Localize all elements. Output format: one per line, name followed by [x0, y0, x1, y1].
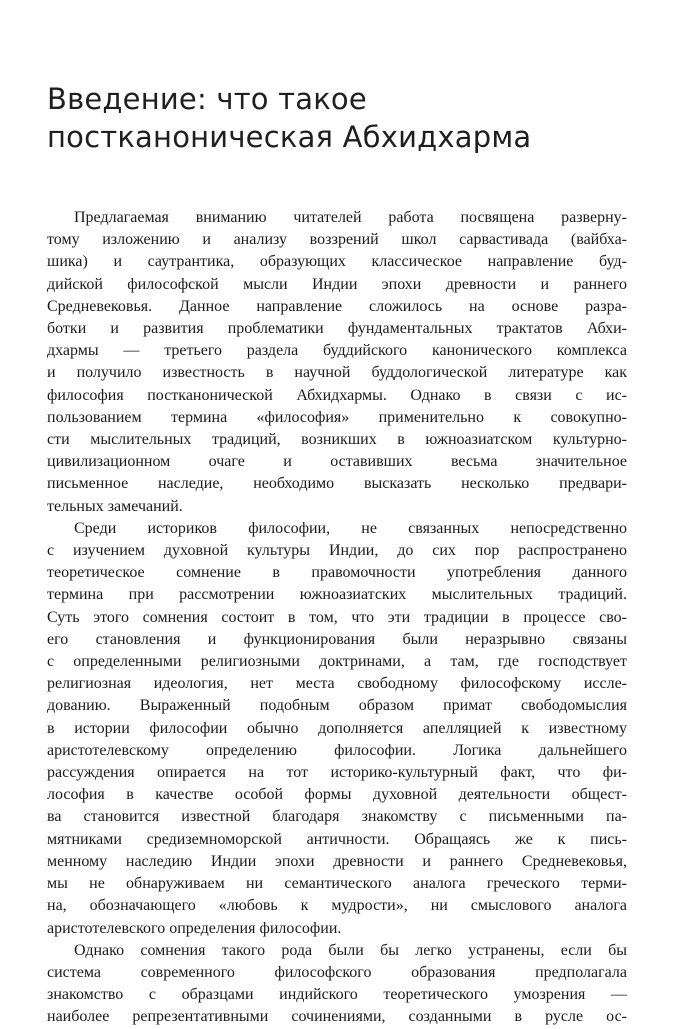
text-line: его становления и функционирования были неразрывно связаны	[47, 630, 627, 648]
text-line: философия постканонической Абхидхармы. Однако в связи с ис-	[47, 386, 627, 404]
text-line: на, обозначающего «любовь к мудрости», ни смыслового аналога	[47, 897, 627, 915]
text-line: Средневековья. Данное направление сложилось на основе разра-	[47, 297, 627, 315]
text-line: Суть этого сомнения состоит в том, что эти традиции в процессе сво-	[47, 608, 627, 626]
text-line: шика) и саутрантика, образующих классическое направление буд-	[47, 253, 627, 271]
text-line: дхармы — третьего раздела буддийского канонического комплекса	[47, 342, 627, 360]
text-line: знакомство с образцами индийского теоретического умозрения —	[47, 986, 627, 1004]
text-line: менному наследию Индии эпохи древности и раннего Средневековья,	[47, 852, 627, 870]
text-line: цивилизационном очаге и оставивших весьма значительное	[47, 453, 627, 471]
body-text	[47, 207, 627, 1029]
text-line: термина при рассмотрении южноазиатских мыслительных традиций.	[47, 586, 627, 604]
text-line: тельных замечаний.	[47, 497, 183, 515]
text-line: с изучением духовной культуры Индии, до сих пор распространено	[47, 542, 627, 560]
text-line: аристотелевского определения философии.	[47, 919, 342, 937]
text-line: мы не обнаруживаем ни семантического аналога греческого терми-	[47, 875, 627, 893]
text-line: с определенными религиозными доктринами, а там, где господствует	[47, 653, 627, 671]
text-line: ботки и развития проблематики фундаментальных трактатов Абхи-	[47, 320, 627, 338]
paragraph	[47, 518, 627, 940]
text-line: тому изложению и анализу воззрений школ сарвастивада (вайбха-	[47, 231, 627, 249]
text-line: наиболее репрезентативными сочинениями, созданными в русле ос-	[47, 1008, 627, 1026]
text-line: пользованием термина «философия» применительно к совокупно-	[47, 408, 627, 426]
text-line: рассуждения опирается на тот историко-культурный факт, что фи-	[47, 764, 627, 782]
text-line: религиозная идеология, нет места свободному философскому иссле-	[47, 675, 627, 693]
paragraph	[47, 940, 627, 1029]
chapter-title-line: постканоническая Абхидхарма	[47, 120, 532, 154]
text-line: письменное наследие, необходимо высказать несколько предвари-	[47, 475, 627, 493]
text-line: в истории философии обычно дополняется апелляцией к известному	[47, 719, 627, 737]
text-line: сти мыслительных традиций, возникших в южноазиатском культурно-	[47, 431, 627, 449]
text-line: аристотелевскому определению философии. Логика дальнейшего	[47, 741, 627, 759]
text-line: теоретическое сомнение в правомочности употребления данного	[47, 564, 627, 582]
text-line: лософия в качестве особой формы духовной деятельности общест-	[47, 786, 627, 804]
text-line: и получило известность в научной буддологической литературе как	[47, 364, 627, 382]
text-line: Среди историков философии, не связанных непосредственно	[74, 519, 627, 537]
text-line: ва становится известной благодаря знакомству с письменными па-	[47, 808, 627, 826]
chapter-title	[47, 80, 647, 156]
text-line: система современного философского образования предполагала	[47, 963, 627, 981]
text-line: Однако сомнения такого рода были бы легко устранены, если бы	[74, 941, 627, 959]
text-line: Предлагаемая вниманию читателей работа посвящена разверну-	[74, 209, 627, 226]
text-line: дийской философской мысли Индии эпохи древности и раннего	[47, 275, 627, 293]
text-line: мятниками средиземноморской античности. Обращаясь же к пись-	[47, 830, 627, 848]
text-line: дованию. Выраженный подобным образом примат свободомыслия	[47, 697, 627, 715]
chapter-title-line: Введение: что такое	[47, 82, 367, 116]
paragraph	[47, 207, 627, 518]
